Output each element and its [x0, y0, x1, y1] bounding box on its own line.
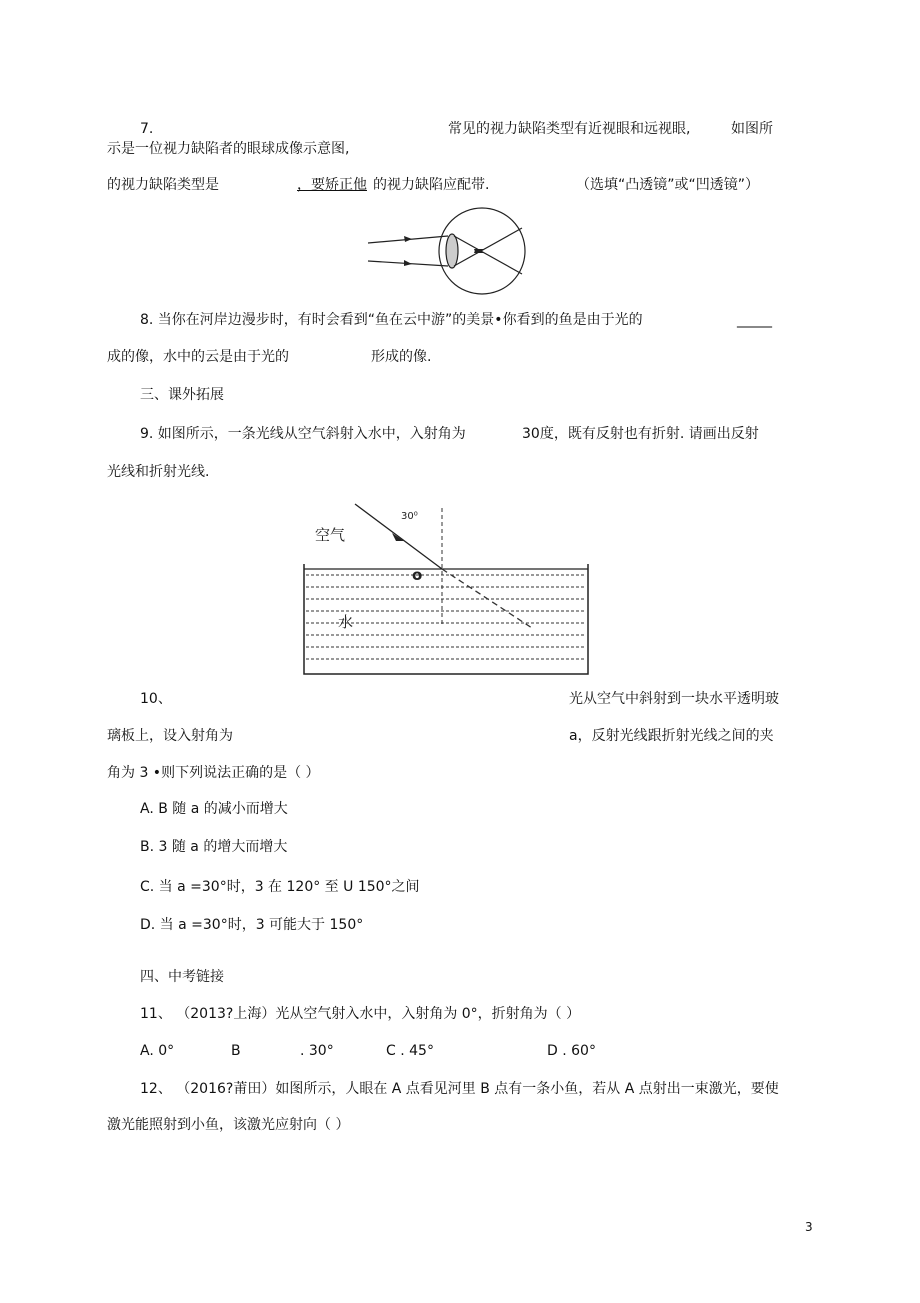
q11-option-b: B — [231, 1043, 241, 1059]
section-3-heading: 三、课外拓展 — [140, 387, 224, 403]
q10-number: 10、 — [140, 691, 172, 707]
incident-ray — [355, 504, 442, 569]
eye-diagram — [366, 205, 531, 297]
q11-option-b-value: . 30° — [300, 1043, 334, 1059]
q11-line: 11、 （2013?上海）光从空气射入水中，入射角为 0°，折射角为（ ） — [140, 1006, 581, 1022]
q11-option-a: A. 0° — [140, 1043, 175, 1059]
page-number: 3 — [805, 1220, 813, 1234]
refracted-ray-bottom — [454, 228, 522, 266]
refraction-diagram — [300, 500, 595, 680]
q9-line1-b: 30度，既有反射也有折射. 请画出反射 — [522, 426, 759, 442]
q8-blank: _____ — [737, 312, 772, 328]
section-4-heading: 四、中考链接 — [140, 969, 224, 985]
q10-option-a: A. B 随 a 的减小而增大 — [140, 801, 288, 817]
q7-line3-b: ，要矫正他 — [297, 177, 367, 193]
q11-option-d: D . 60° — [547, 1043, 596, 1059]
q7-text: 常见的视力缺陷类型有近视眼和远视眼, — [448, 121, 691, 137]
q10-line3: 角为 3 •则下列说法正确的是（ ） — [107, 765, 320, 781]
q10-option-d: D. 当 a =30°时，3 可能大于 150° — [140, 917, 364, 933]
angle-label: 30⁰ — [401, 511, 418, 522]
arrow-bottom — [404, 260, 412, 266]
q7-text-end: 如图所 — [731, 121, 773, 137]
arrow-top — [404, 236, 412, 242]
eye-lens — [446, 234, 458, 268]
q12-line2: 激光能照射到小鱼，该激光应射向（ ） — [107, 1117, 350, 1133]
q7-line3-d: （选填“凸透镜”或“凹透镜”） — [576, 177, 760, 193]
q10-option-b: B. 3 随 a 的增大而增大 — [140, 839, 288, 855]
water-label: 水 — [338, 613, 354, 631]
q8-line2-b: 形成的像. — [371, 349, 432, 365]
q12-line1: 12、 （2016?莆田）如图所示，人眼在 A 点看见河里 B 点有一条小鱼，若从 A 点射出一束激光，要使 — [140, 1081, 779, 1097]
q10-line1: 光从空气中斜射到一块水平透明玻 — [569, 691, 779, 707]
q7-line3-a: 的视力缺陷类型是 — [107, 177, 219, 193]
q10-line2-a: 璃板上，设入射角为 — [107, 728, 233, 744]
q10-option-c: C. 当 a =30°时，3 在 120° 至 U 150°之间 — [140, 879, 420, 895]
q7-number: 7. — [140, 121, 154, 137]
q8-line2-a: 成的像，水中的云是由于光的 — [107, 349, 289, 365]
q11-option-c: C . 45° — [386, 1043, 434, 1059]
q10-line2-b: a，反射光线跟折射光线之间的夹 — [569, 728, 774, 744]
q7-line3-c: 的视力缺陷应配带. — [373, 177, 490, 193]
air-label: 空气 — [315, 526, 346, 544]
refracted-ray-top — [454, 236, 522, 274]
q9-line1-a: 9. 如图所示，一条光线从空气斜射入水中，入射角为 — [140, 426, 466, 442]
q9-line2: 光线和折射光线. — [107, 464, 210, 480]
q7-line2: 示是一位视力缺陷者的眼球成像示意图, — [107, 141, 350, 157]
q8-line1: 8. 当你在河岸边漫步时，有时会看到“鱼在云中游”的美景•你看到的鱼是由于光的 — [140, 312, 643, 328]
point-o-label: o — [412, 566, 423, 584]
